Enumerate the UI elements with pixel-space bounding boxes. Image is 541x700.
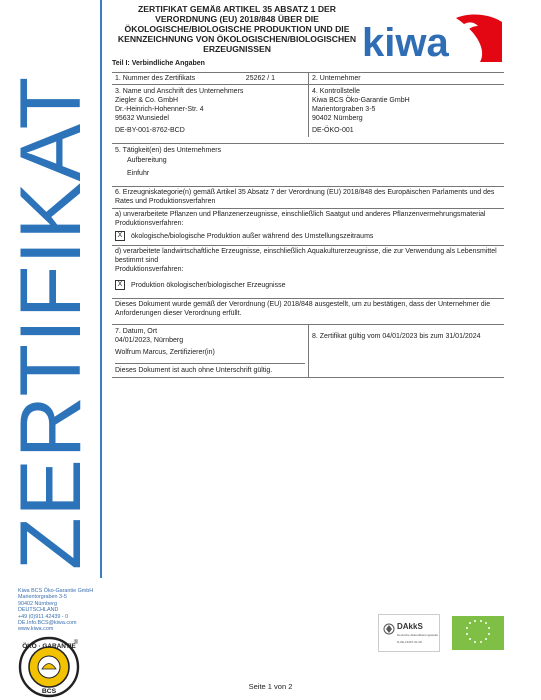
- field-2: [308, 73, 504, 84]
- category-a-checkbox: X: [115, 231, 125, 241]
- validity-period: 8. Zertifikat gültig vom 04/01/2023 bis zum 31/01/2024: [312, 333, 481, 341]
- title-line: ÖKOLOGISCHE/BIOLOGISCHE PRODUKTION UND DIE: [124, 24, 350, 34]
- seal-bottom-text: BCS: [41, 688, 57, 695]
- certifier-name: Wolfrum Marcus, Zertifizierer(in): [115, 349, 215, 357]
- category-d-checkbox-row: [115, 280, 501, 290]
- field-6: [112, 187, 504, 208]
- form-row: [112, 143, 504, 180]
- part-label: Teil I: Verbindliche Angaben: [112, 60, 205, 67]
- eu-organic-leaf-logo: [452, 616, 504, 650]
- operator-code: DE-BY-001-8762-BCD: [115, 127, 185, 134]
- dakks-wordmark: DAkkS: [397, 622, 423, 631]
- address-line: DE.Info.BCS@kiwa.com: [18, 620, 77, 627]
- address-line: DEUTSCHLAND: [18, 607, 59, 614]
- form-row: [112, 72, 504, 84]
- field-2-label: 2. Unternehmer: [312, 75, 361, 82]
- form-row: [112, 298, 504, 320]
- field-5-label: 5. Tätigkeit(en) des Unternehmers: [115, 147, 222, 154]
- title-line: VERORDNUNG (EU) 2018/848 ÜBER DIE: [155, 14, 319, 24]
- category-a-text: a) unverarbeitete Pflanzen und Pflanzenerzeugnisse, einschließlich Saatgut und anderes Pflanzenvermehrungsmaterial: [115, 211, 486, 219]
- seal-top-text: ÖKO · GARANTIE: [22, 643, 76, 650]
- field-4-label: 4. Kontrollstelle: [312, 88, 360, 95]
- certificate-form: [112, 72, 504, 378]
- category-a-method-label: Produktionsverfahren:: [115, 219, 184, 227]
- category-d: [112, 246, 504, 294]
- form-row: [112, 208, 504, 245]
- field-6-label: 6. Erzeugniskategorie(n) gemäß Artikel 35 Absatz 7 der Verordnung (EU) 2018/848 des Europäischen Parlaments und des Rates und Produktionsverfahren: [115, 189, 495, 205]
- kiwa-logo: [360, 12, 502, 64]
- field-7: [112, 325, 308, 377]
- category-a-checkbox-row: [115, 231, 501, 241]
- issue-date-place: 04/01/2023, Nürnberg: [115, 337, 184, 345]
- category-a-checkbox-label: ökologische/biologische Produktion außer während des Umstellungszeitraums: [131, 232, 374, 240]
- dakks-logo: [378, 614, 440, 652]
- certificate-number: 25262 / 1: [245, 75, 275, 82]
- title-line: KENNZEICHNUNG VON ÖKOLOGISCHEN/BIOLOGISCHEN: [117, 34, 357, 44]
- page-number: Seite 1 von 2: [248, 682, 293, 691]
- field-3: [112, 85, 308, 137]
- category-d-checkbox-label: Produktion ökologischer/biologischer Erzeugnisse: [131, 281, 286, 289]
- form-row: [112, 324, 504, 378]
- form-row: [112, 84, 504, 137]
- category-d-checkbox: X: [115, 280, 125, 290]
- title-line: ZERTIFIKAT GEMÄß ARTIKEL 35 ABSATZ 1 DER: [138, 4, 336, 14]
- form-row: [112, 245, 504, 294]
- category-d-text: d) verarbeitete landwirtschaftliche Erzeugnisse, einschließlich Aquakulturerzeugnisse, die zur Verwendung als Lebensmittel bestimmt sind: [115, 248, 497, 264]
- field-4: [308, 85, 504, 137]
- logo-wordmark: kiwa: [362, 21, 449, 64]
- registered-mark: ®: [73, 640, 79, 646]
- address-line: +49 (0)911 42439 - 0: [18, 613, 69, 620]
- address-line: Marientorgraben 3-5: [18, 594, 67, 601]
- dakks-emblem: [379, 615, 439, 651]
- field-7-label: 7. Datum, Ort: [115, 328, 158, 336]
- side-band: [0, 0, 102, 578]
- activity-item: Aufbereitung: [127, 157, 167, 164]
- field-8: [308, 325, 504, 377]
- activity-item: Einfuhr: [127, 170, 150, 177]
- issuer-address: [18, 588, 93, 633]
- operator-city: 95632 Wunsiedel: [115, 115, 169, 122]
- dakks-id: D-ZE-13267-01-00: [397, 640, 423, 644]
- title-line: ERZEUGNISSEN: [203, 44, 271, 54]
- category-d-method-label: Produktionsverfahren:: [115, 265, 184, 273]
- control-body-code: DE-ÖKO-001: [312, 127, 354, 134]
- field-1-label: 1. Nummer des Zertifikats: [115, 75, 196, 82]
- certificate-title: [112, 4, 362, 54]
- conformity-statement: [112, 299, 504, 320]
- control-body-name: Kiwa BCS Öko-Garantie GmbH: [312, 97, 410, 104]
- dakks-subtitle: Deutsche Akkreditierungsstelle: [397, 633, 439, 637]
- form-row: [112, 186, 504, 208]
- certificate-vertical-word: ZERTIFIKAT: [3, 75, 99, 570]
- address-line: Kiwa BCS Öko-Garantie GmbH: [18, 588, 94, 594]
- conformity-statement-text: Dieses Dokument wurde gemäß der Verordnung (EU) 2018/848 ausgestellt, um zu bestätigen, dass der Unternehmer die Anforderungen dieser Verordnung erfüllt.: [115, 301, 491, 317]
- operator-street: Dr.-Heinrich-Hohenner-Str. 4: [115, 106, 204, 113]
- field-3-label: 3. Name und Anschrift des Unternehmers: [115, 88, 244, 95]
- signature-note: Dieses Dokument ist auch ohne Unterschrift gültig.: [115, 363, 305, 375]
- control-body-street: Marientorgraben 3-5: [312, 106, 376, 113]
- operator-name: Ziegler & Co. GmbH: [115, 97, 179, 104]
- field-5: [112, 144, 504, 180]
- field-1: [112, 73, 308, 84]
- address-line: 90402 Nürnberg: [18, 600, 57, 607]
- address-line: www.kiwa.com: [18, 626, 54, 633]
- category-a: [112, 209, 504, 245]
- control-body-city: 90402 Nürnberg: [312, 115, 363, 122]
